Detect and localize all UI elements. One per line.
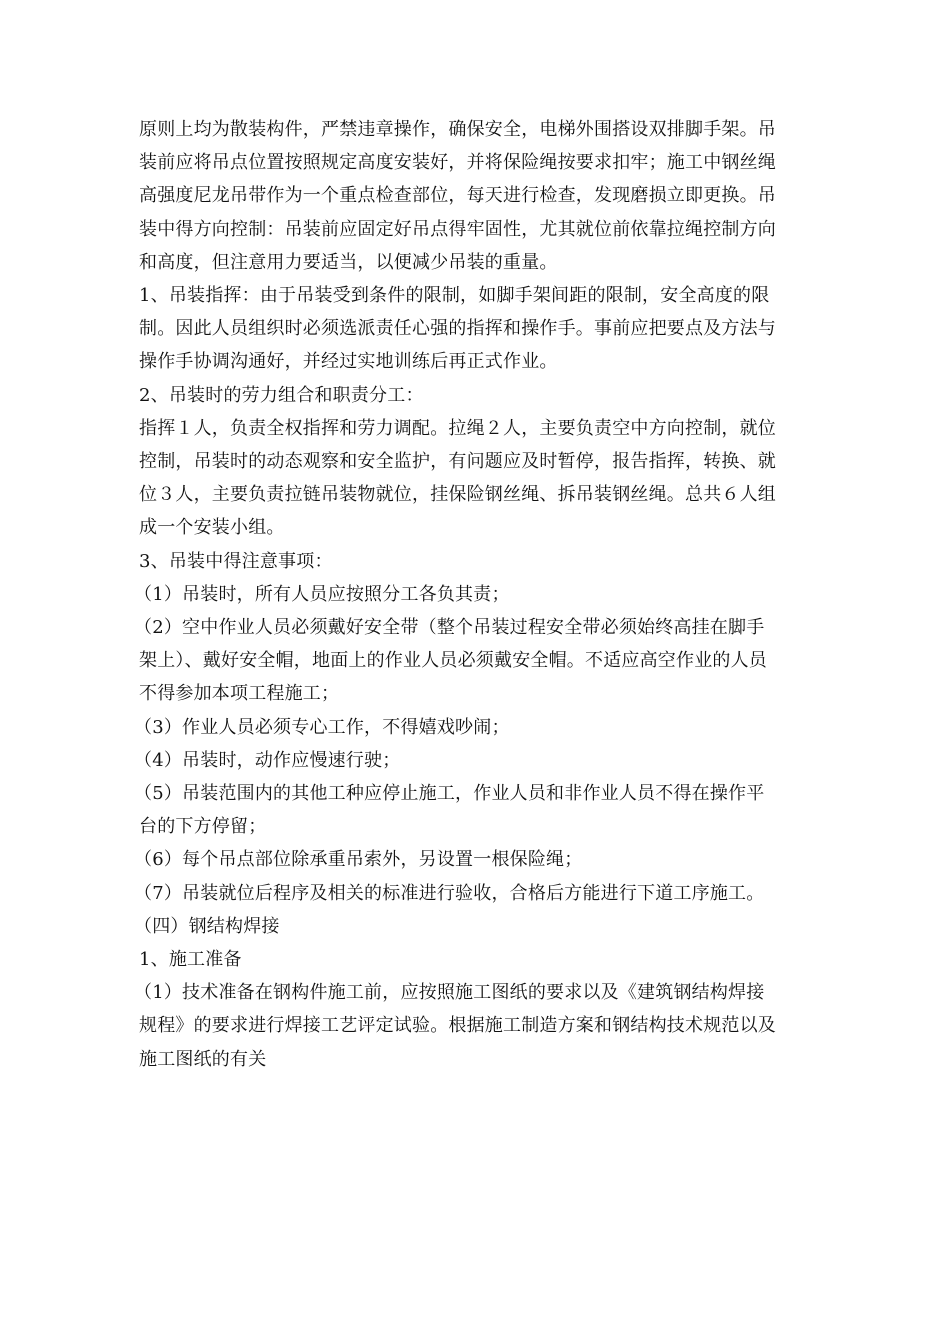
paragraph-sec3-title: [139, 545, 815, 578]
text-line: （4）吊装时，动作应慢速行驶；: [134, 749, 401, 771]
document-body: [134, 113, 815, 1076]
text-line: （2）空中作业人员必须戴好安全带（整个吊装过程安全带必须始终高挂在脚手: [134, 617, 765, 639]
text-line: 装中得方向控制：吊装前应固定好吊点得牢固性，尤其就位前依靠拉绳控制方向: [139, 218, 776, 240]
text-line: 控制，吊装时的动态观察和安全监护，有问题应及时暂停，报告指挥，转换、就: [139, 451, 776, 473]
text-line: （四）钢结构焊接: [134, 915, 280, 937]
paragraph-sec2-body: [139, 412, 815, 545]
text-line: （1）技术准备在钢构件施工前，应按照施工图纸的要求以及《建筑钢结构焊接: [134, 982, 765, 1004]
text-line: （5）吊装范围内的其他工种应停止施工，作业人员和非作业人员不得在操作平: [134, 783, 765, 805]
text-line: 指挥１人，负责全权指挥和劳力调配。拉绳２人，主要负责空中方向控制，就位: [139, 417, 776, 439]
text-line: （3）作业人员必须专心工作，不得嬉戏吵闹；: [134, 716, 510, 738]
text-line: （1）吊装时，所有人员应按照分工各负其责；: [134, 583, 510, 605]
text-line: 原则上均为散装构件，严禁违章操作，确保安全，电梯外围搭设双排脚手架。吊: [139, 119, 776, 140]
text-line: 制。因此人员组织时必须选派责任心强的指挥和操作手。事前应把要点及方法与: [139, 318, 776, 340]
paragraph-item3: [134, 711, 815, 744]
paragraph-item6: [134, 843, 815, 876]
text-line: 台的下方停留；: [139, 816, 267, 838]
paragraph-item7: [134, 877, 815, 910]
paragraph-item4: [134, 744, 815, 777]
paragraph-sec1: [139, 279, 815, 379]
paragraph-intro: [139, 113, 815, 279]
paragraph-item1: [134, 578, 815, 611]
text-line: 不得参加本项工程施工；: [139, 683, 340, 705]
text-line: 高强度尼龙吊带作为一个重点检查部位，每天进行检查，发现磨损立即更换。吊: [139, 185, 776, 207]
paragraph-part4-item1: [134, 976, 815, 1076]
text-line: （7）吊装就位后程序及相关的标准进行验收，合格后方能进行下道工序施工。: [134, 882, 765, 904]
text-line: 1、吊装指挥：由于吊装受到条件的限制，如脚手架间距的限制，安全高度的限: [139, 285, 770, 307]
text-line: 施工图纸的有关: [139, 1048, 267, 1070]
text-line: 3、吊装中得注意事项：: [139, 550, 333, 572]
text-line: 1、施工准备: [139, 949, 242, 971]
text-line: 2、吊装时的劳力组合和职责分工：: [139, 384, 424, 406]
text-line: 规程》的要求进行焊接工艺评定试验。根据施工制造方案和钢结构技术规范以及: [139, 1015, 776, 1037]
paragraph-part4-sec1-title: [139, 943, 815, 976]
text-line: 位３人，主要负责拉链吊装物就位，挂保险钢丝绳、拆吊装钢丝绳。总共６人组: [139, 484, 776, 506]
text-line: 装前应将吊点位置按照规定高度安装好，并将保险绳按要求扣牢；施工中钢丝绳: [139, 152, 776, 174]
text-line: 成一个安装小组。: [139, 517, 285, 539]
paragraph-item2: [134, 611, 815, 711]
text-line: 操作手协调沟通好，并经过实地训练后再正式作业。: [139, 351, 558, 373]
text-line: （6）每个吊点部位除承重吊索外，另设置一根保险绳；: [134, 849, 583, 871]
text-line: 架上）、戴好安全帽，地面上的作业人员必须戴安全帽。不适应高空作业的人员: [139, 650, 767, 672]
paragraph-item5: [134, 777, 815, 843]
paragraph-sec2-title: [139, 379, 815, 412]
text-line: 和高度，但注意用力要适当，以便减少吊装的重量。: [139, 251, 558, 273]
paragraph-part4-title: [134, 910, 815, 943]
